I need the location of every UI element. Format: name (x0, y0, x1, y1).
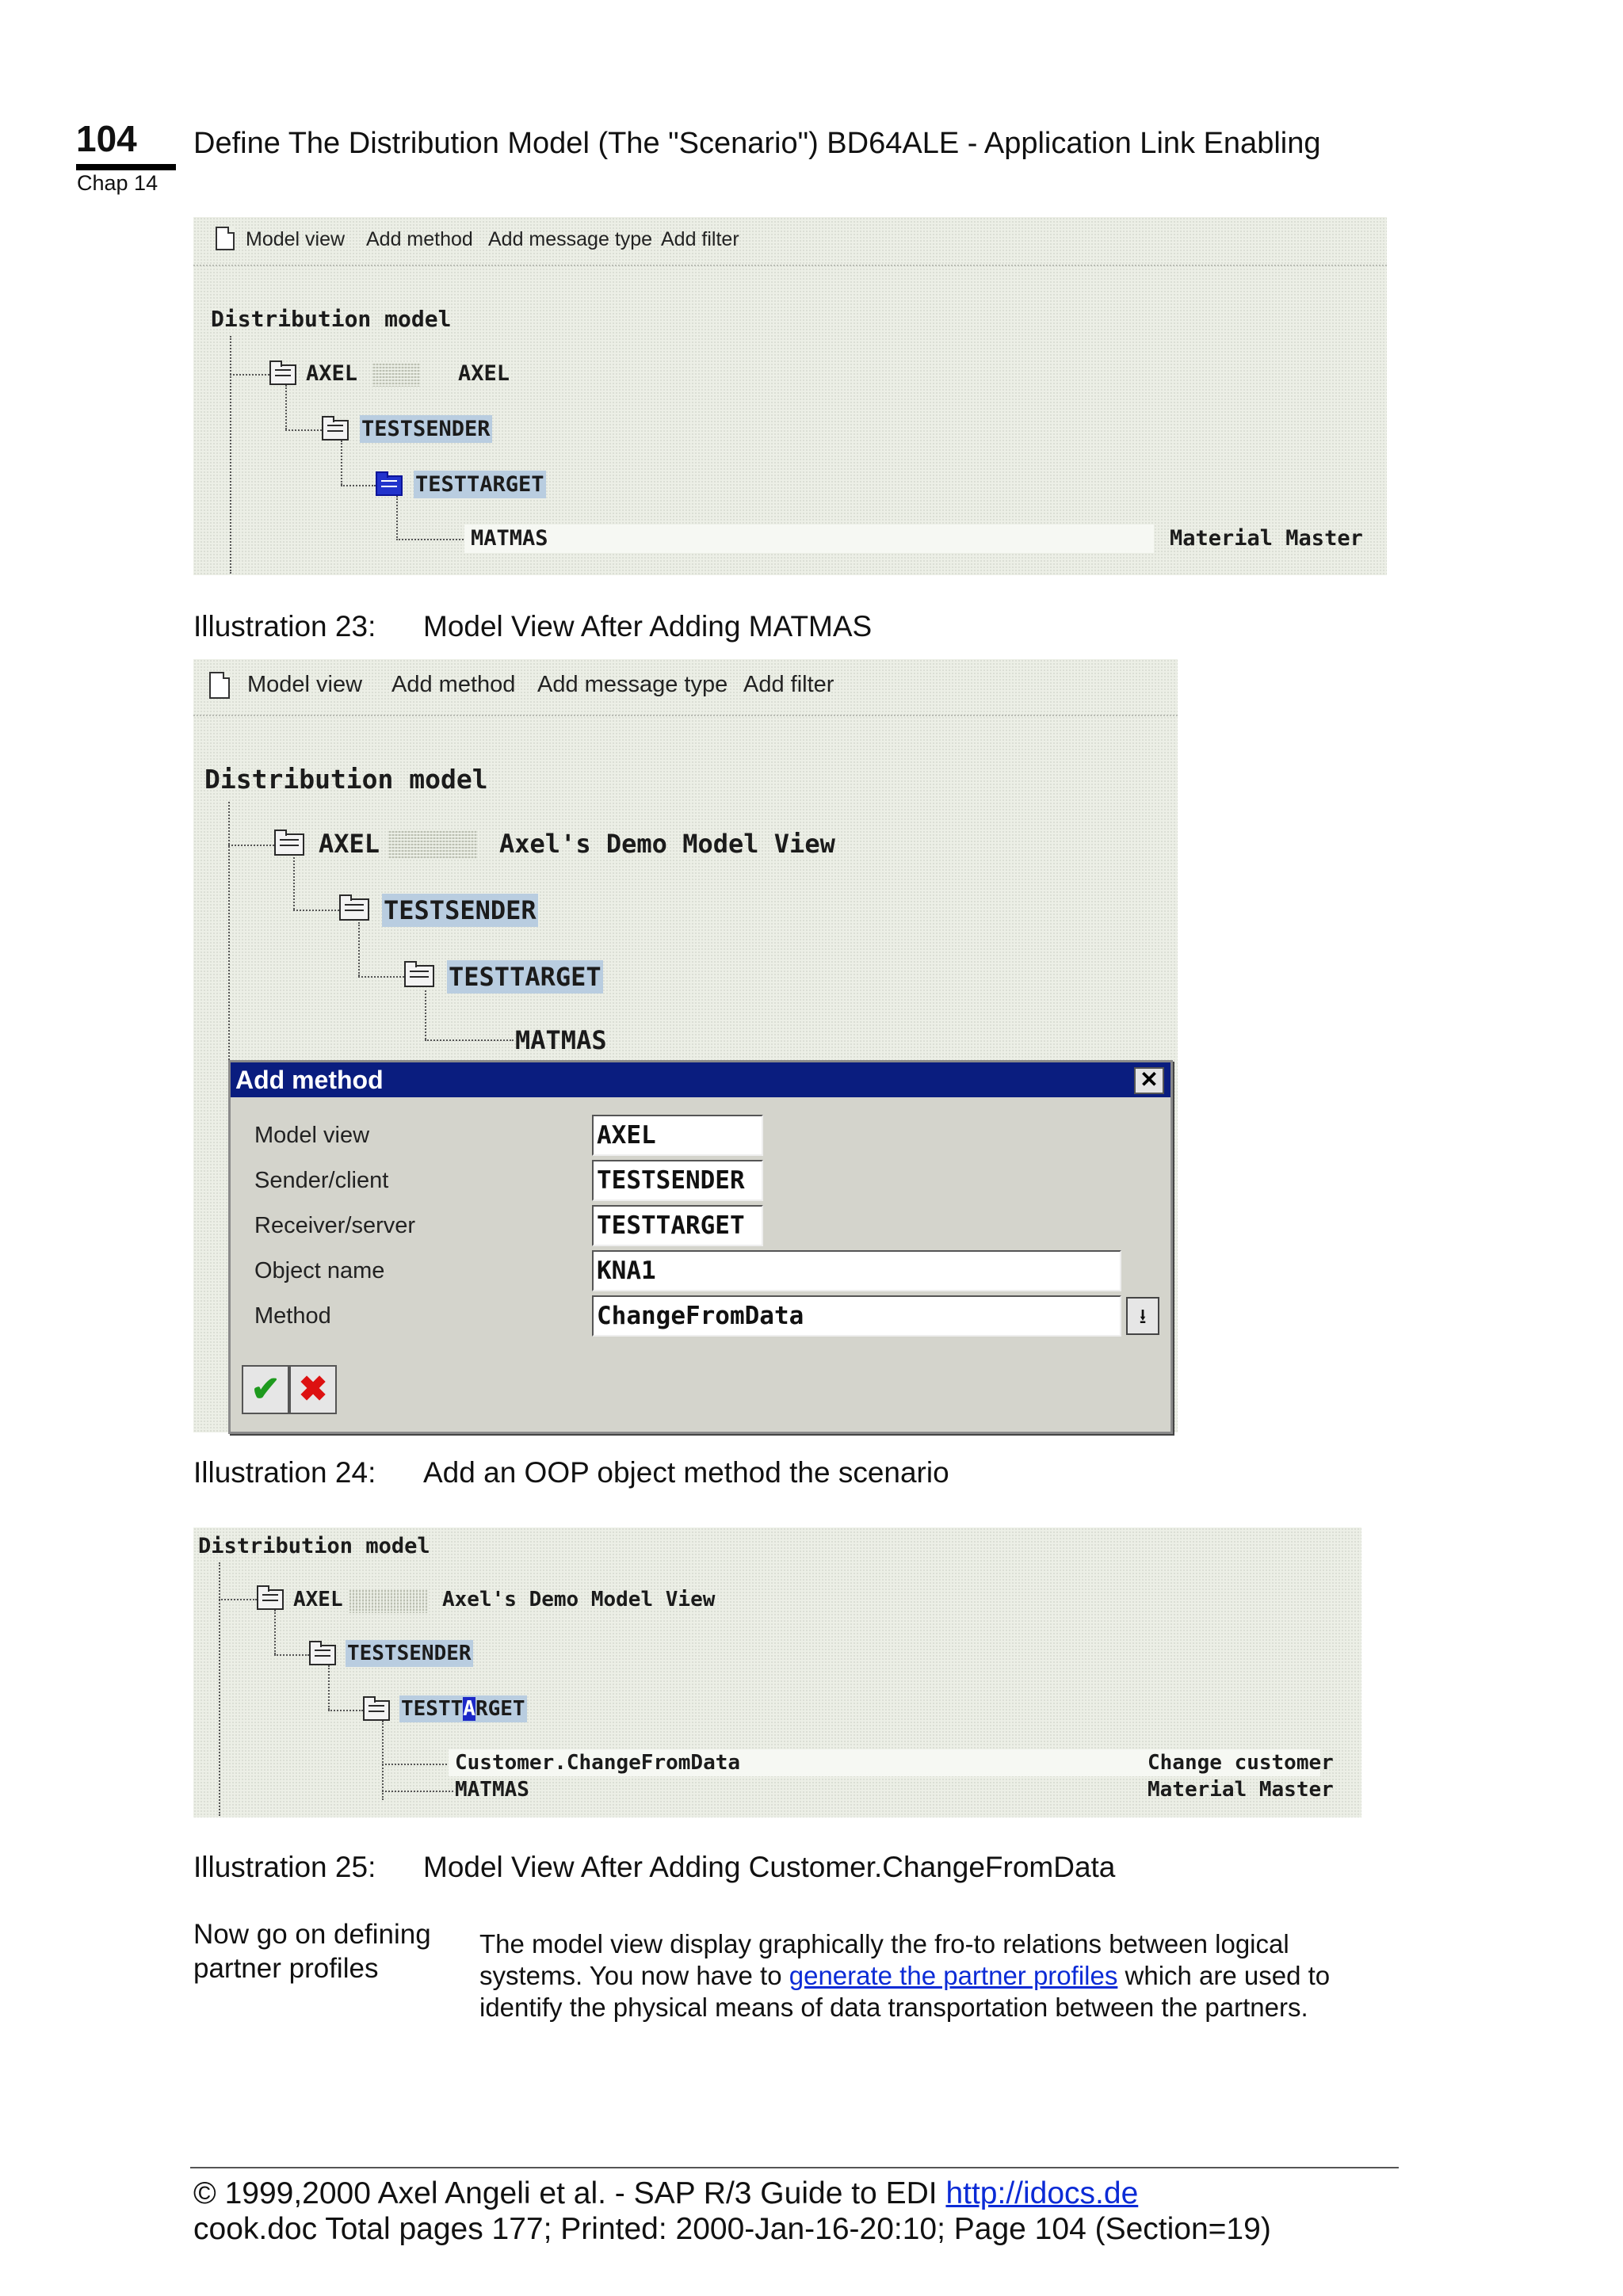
field-label-sender: Sender/client (254, 1168, 389, 1193)
page-number-underline (76, 164, 176, 170)
tree-node-receiver[interactable] (399, 1695, 527, 1722)
tree-node-message-type[interactable]: MATMAS (515, 1025, 607, 1055)
menu-model-view[interactable]: Model view (247, 672, 363, 697)
receiver-field[interactable]: TESTTARGET (592, 1205, 763, 1246)
tree-node-model-desc: Axel's Demo Model View (499, 829, 835, 859)
sender-field[interactable]: TESTSENDER (592, 1160, 763, 1201)
footer-url-link[interactable]: http://idocs.de (945, 2176, 1139, 2210)
tree-node-model[interactable]: AXEL (319, 829, 380, 859)
caption-illustration-25 (193, 1852, 1115, 1882)
caption-illustration-24 (193, 1458, 949, 1487)
tree-node-sender[interactable]: TESTSENDER (347, 1642, 472, 1665)
field-label-receiver: Receiver/server (254, 1213, 416, 1238)
page-number: 104 (76, 118, 137, 159)
folder-open-icon-selected (376, 475, 403, 496)
dialog-title: Add method (231, 1062, 1170, 1097)
tree-node-model-desc: Axel's Demo Model View (442, 1588, 716, 1611)
cancel-x-button[interactable]: ✖ (289, 1365, 337, 1414)
copyright-text: © 1999,2000 Axel Angeli et al. - SAP R/3 Guide to EDI (193, 2176, 946, 2210)
tree-node-model-desc: AXEL (458, 361, 510, 386)
tree-node-message-desc: Material Master (1170, 526, 1363, 551)
footer-copyright (193, 2176, 1138, 2212)
tree-heading: Distribution model (198, 1534, 430, 1558)
caption-label: Illustration 23: (193, 610, 376, 643)
toolbar-divider (193, 265, 1387, 266)
caption-illustration-23 (193, 612, 872, 641)
menu-add-message-type[interactable]: Add message type (537, 672, 728, 697)
field-label-object-name: Object name (254, 1258, 385, 1283)
folder-open-icon (269, 364, 296, 385)
body-text-end: which are used to identify the physical means of data transportation between the partners. (479, 1961, 1331, 2022)
model-view-field[interactable]: AXEL (592, 1115, 763, 1156)
tree-node-method-desc: Change customer (1148, 1751, 1334, 1775)
method-field[interactable]: ChangeFromData (592, 1295, 1121, 1337)
folder-open-icon (257, 1589, 284, 1610)
object-name-field[interactable]: KNA1 (592, 1250, 1121, 1291)
text-cursor: A (463, 1697, 475, 1721)
receiver-text-a: TESTT (401, 1697, 464, 1721)
footer-rule (190, 2167, 1399, 2168)
menu-add-filter[interactable]: Add filter (743, 672, 834, 697)
tree-node-model[interactable]: AXEL (293, 1588, 343, 1611)
caption-text: Add an OOP object method the scenario (423, 1456, 949, 1489)
field-label-model-view: Model view (254, 1123, 370, 1148)
folder-open-icon (339, 898, 369, 921)
folder-open-icon (363, 1700, 390, 1721)
tree-heading: Distribution model (204, 764, 488, 795)
margin-note: Now go on defining partner profiles (193, 1919, 431, 1984)
toolbar (193, 659, 1178, 713)
tree-node-message-type[interactable]: MATMAS (455, 1778, 529, 1802)
menu-model-view[interactable]: Model view (246, 228, 346, 250)
tree-node-sender[interactable]: TESTSENDER (361, 417, 491, 441)
tree-node-receiver[interactable]: TESTTARGET (449, 962, 601, 992)
add-method-dialog (228, 1060, 1173, 1434)
screenshot-add-method (193, 659, 1178, 1432)
receiver-text-b: RGET (475, 1697, 525, 1721)
caption-label: Illustration 25: (193, 1851, 376, 1883)
screenshot-model-view-3 (193, 1527, 1361, 1817)
menu-add-message-type[interactable]: Add message type (488, 228, 653, 250)
footer-doc-info: cook.doc Total pages 177; Printed: 2000-Jan-16-20:10; Page 104 (Section=19) (193, 2212, 1271, 2246)
caption-text: Model View After Adding Customer.ChangeFromData (423, 1851, 1116, 1883)
folder-open-icon (404, 965, 434, 987)
field-label-method: Method (254, 1303, 331, 1329)
close-icon[interactable]: ✕ (1134, 1067, 1164, 1094)
body-paragraph (479, 1928, 1399, 2023)
document-icon[interactable] (209, 672, 230, 699)
folder-open-icon (309, 1645, 336, 1665)
partner-profiles-link[interactable]: generate the partner profiles (789, 1961, 1118, 1990)
tree-heading: Distribution model (211, 306, 452, 332)
tree-node-message-type[interactable]: MATMAS (471, 526, 548, 551)
toolbar-divider (193, 715, 1178, 716)
folder-open-icon (274, 833, 304, 856)
tree-node-method[interactable]: Customer.ChangeFromData (455, 1751, 741, 1775)
tree-node-model[interactable]: AXEL (306, 361, 358, 386)
menu-add-method[interactable]: Add method (391, 672, 516, 697)
tree-node-sender[interactable]: TESTSENDER (384, 895, 537, 925)
document-icon[interactable] (216, 227, 235, 250)
ok-check-button[interactable]: ✔ (242, 1365, 289, 1414)
running-title: Define The Distribution Model (The "Scenario") BD64ALE - Application Link Enabling (193, 127, 1321, 160)
menu-add-method[interactable]: Add method (366, 228, 473, 250)
screenshot-model-view-1 (193, 217, 1387, 575)
body-text-start: The model view display graphically the fro-to relations between logical systems. You now have to (479, 1929, 1289, 1990)
tree-node-receiver[interactable]: TESTTARGET (415, 472, 544, 497)
dropdown-arrow-icon[interactable]: ⭳ (1126, 1297, 1159, 1335)
caption-text: Model View After Adding MATMAS (423, 610, 873, 643)
folder-open-icon (322, 420, 349, 441)
chapter-label: Chap 14 (77, 171, 158, 195)
toolbar (193, 217, 1387, 265)
menu-add-filter[interactable]: Add filter (661, 228, 739, 250)
caption-label: Illustration 24: (193, 1456, 376, 1489)
tree-node-message-desc: Material Master (1148, 1778, 1334, 1802)
